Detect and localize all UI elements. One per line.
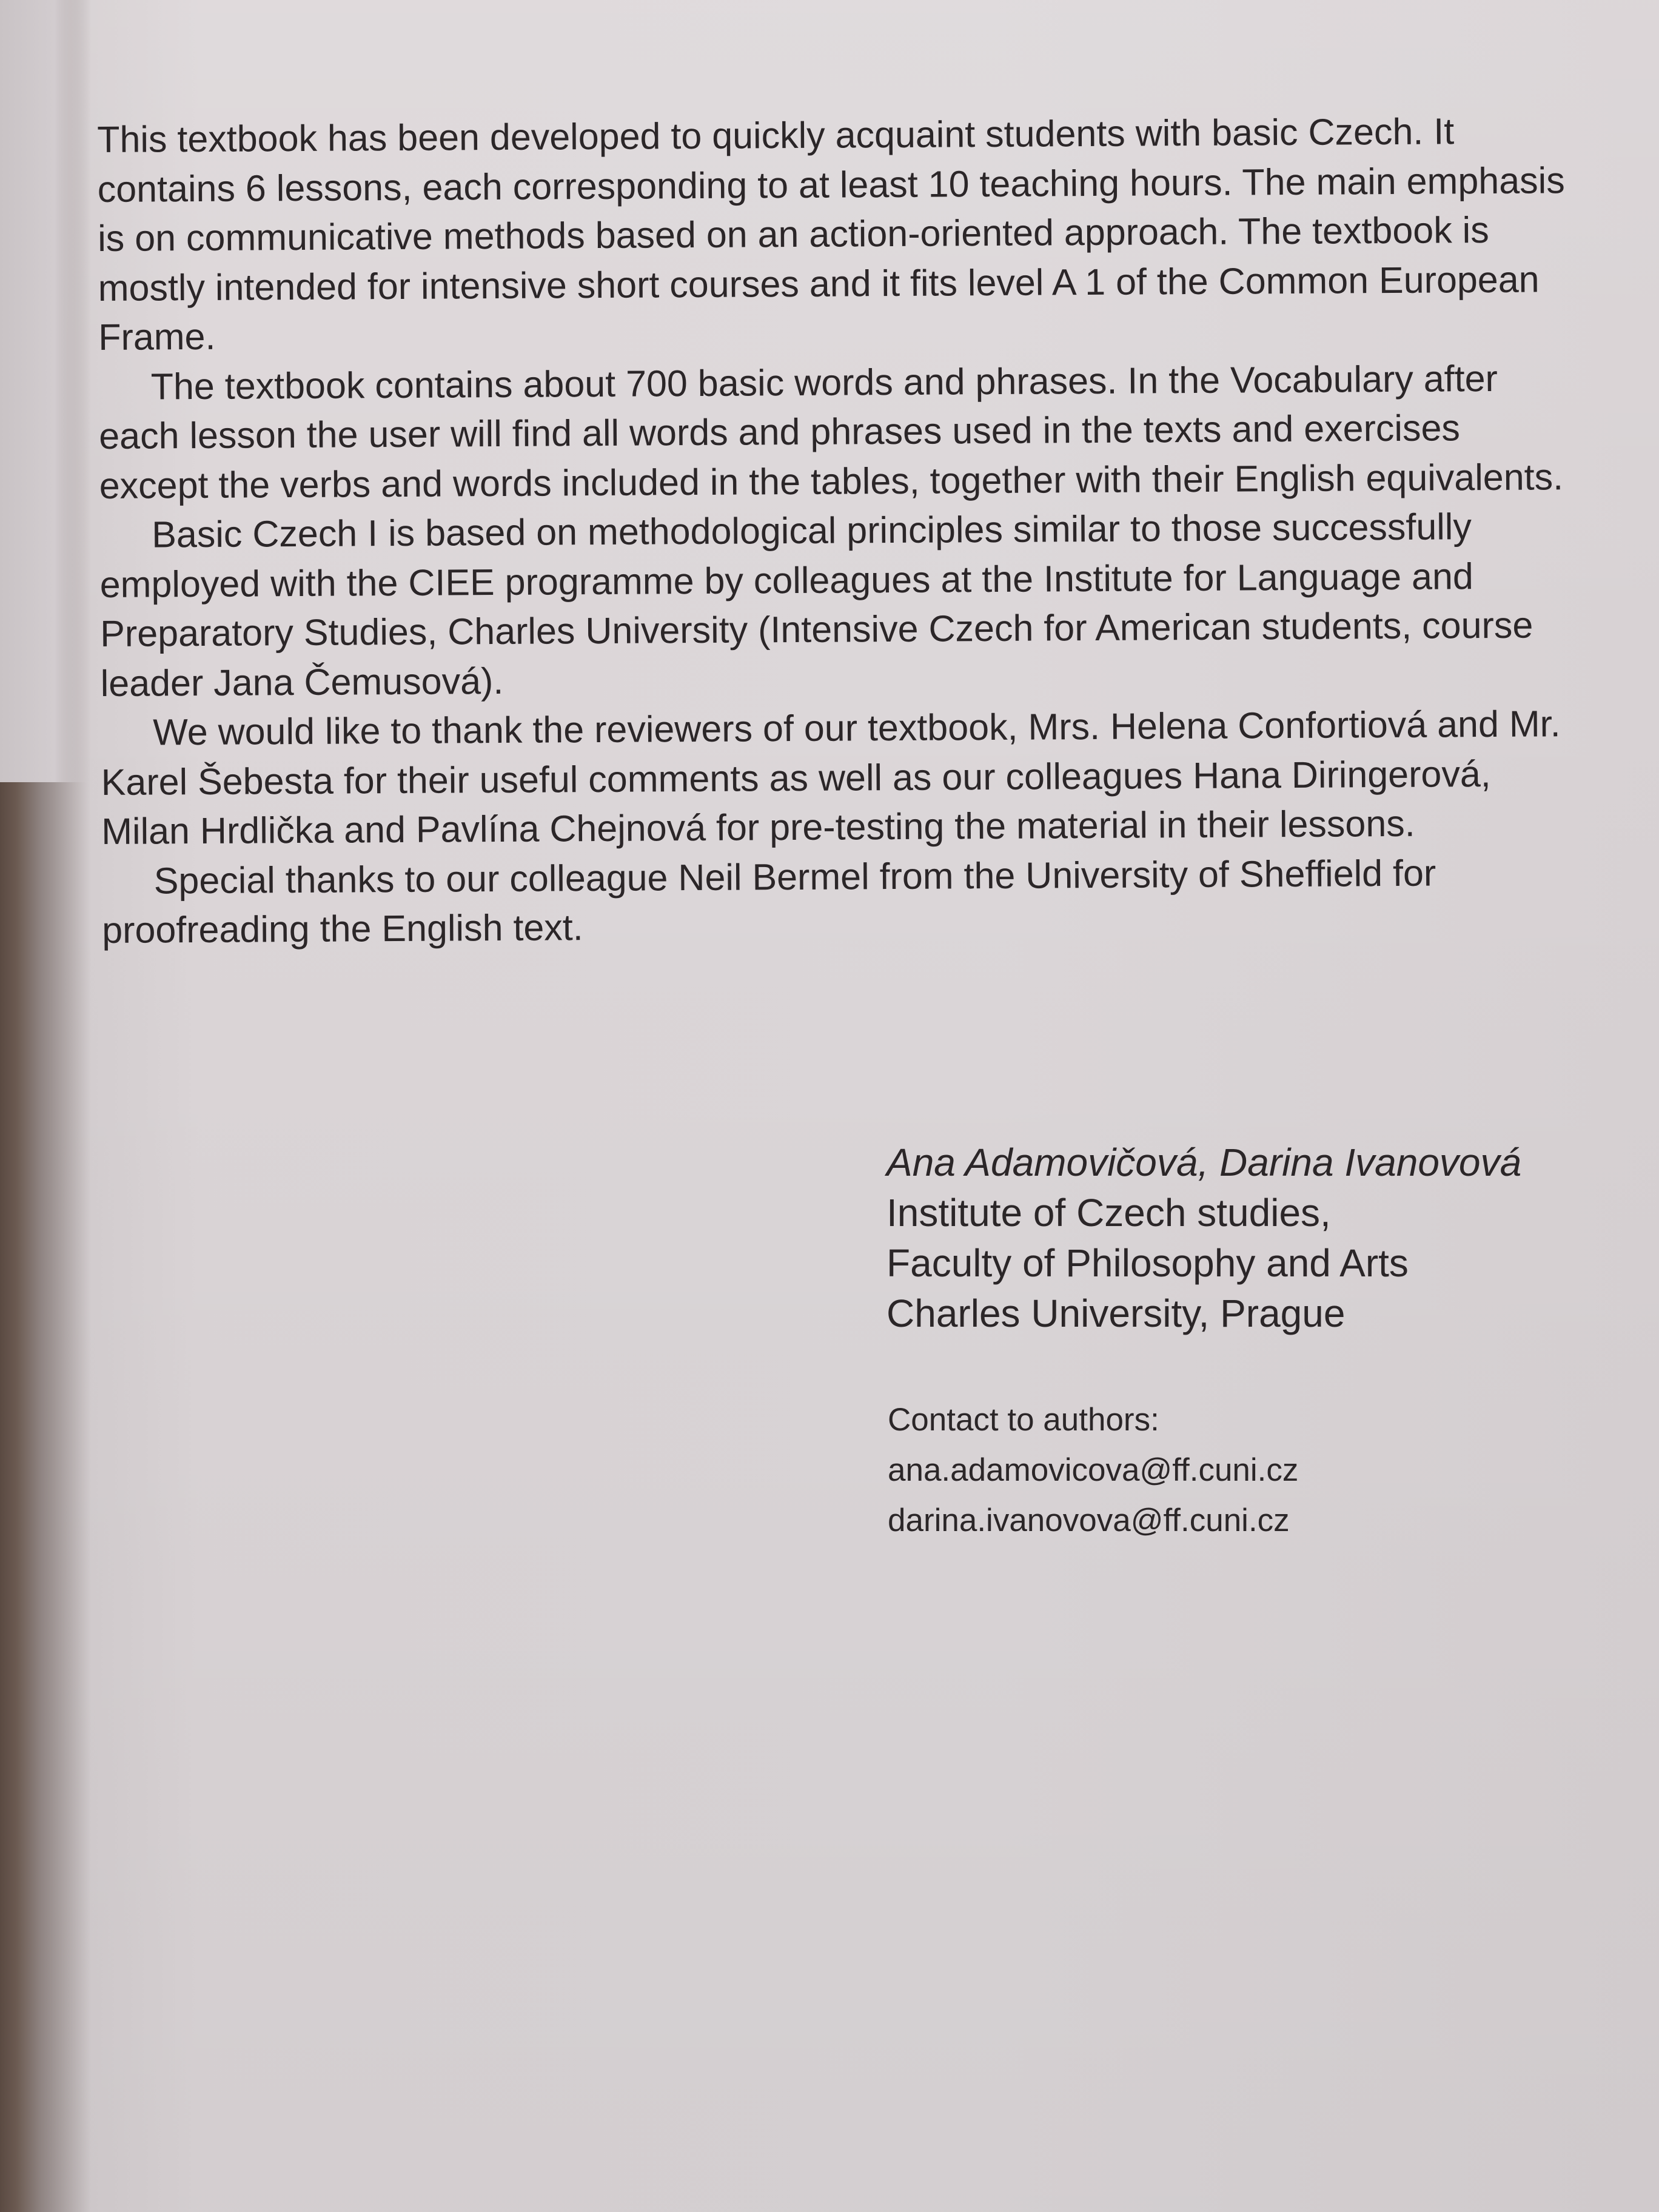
paragraph-vocabulary: The textbook contains about 700 basic words and phrases. In the Vocabulary after each lesson the user will find all words and phrases used in the texts and exercises except the verbs and words included in the tables, together with their English equivalents. [99, 357, 1564, 506]
paragraph-thanks-proofreading: Special thanks to our colleague Neil Bermel from the University of Sheffield for proofreading the English text. [102, 852, 1436, 951]
paragraph-thanks-reviewers: We would like to thank the reviewers of our textbook, Mrs. Helena Confortiová and Mr. Karel Šebesta for their useful comments as well as our colleagues Hana Diringerová, Milan Hrdlička and Pavlína Chejnová for pre-testing the material in their lessons. [101, 703, 1561, 852]
email-address: darina.ivanovova@ff.cuni.cz [888, 1503, 1290, 1538]
signature-block [886, 1138, 1584, 1339]
affiliation-line: Faculty of Philosophy and Arts [886, 1241, 1409, 1285]
contact-block [888, 1395, 1585, 1546]
paragraph-methodology: Basic Czech I is based on methodological principles similar to those successfully employed with the CIEE programme by colleagues at the Institute for Language and Preparatory Studies, Charles University (Intensive Czech for American students, course leader Jana Čemusová). [99, 506, 1533, 704]
paragraph-intro: This textbook has been developed to quickly acquaint students with basic Czech. It contains 6 lessons, each corresponding to at least 10 teaching hours. The main emphasis is on communicative methods based on an action-oriented approach. The textbook is mostly intended for intensive short courses and it fits level A 1 of the Common European Frame. [97, 110, 1565, 358]
affiliation-line: Charles University, Prague [886, 1292, 1346, 1335]
preface-text [97, 106, 1569, 955]
contact-heading: Contact to authors: [888, 1402, 1159, 1438]
email-address: ana.adamovicova@ff.cuni.cz [888, 1452, 1299, 1488]
author-names: Ana Adamovičová, Darina Ivanovová [886, 1141, 1522, 1184]
binding-highlight [0, 0, 91, 782]
affiliation-line: Institute of Czech studies, [886, 1191, 1331, 1235]
